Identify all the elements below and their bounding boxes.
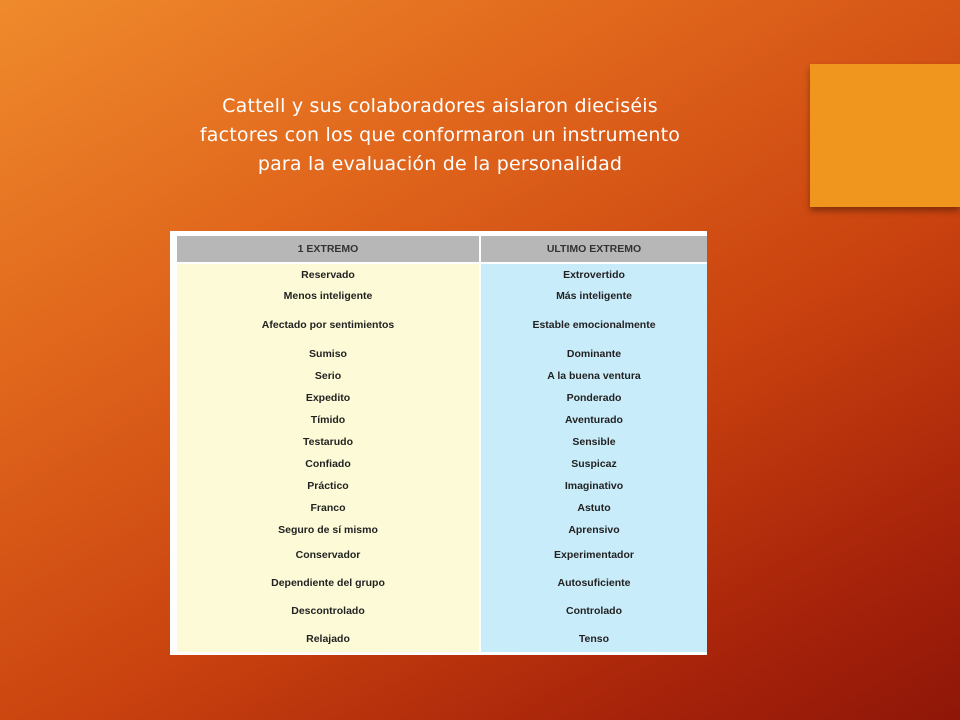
first-extreme-cell: Tímido bbox=[177, 409, 480, 431]
table-row bbox=[177, 431, 707, 453]
first-extreme-cell: Confiado bbox=[177, 453, 480, 475]
last-extreme-cell: Ponderado bbox=[480, 387, 707, 409]
first-extreme-cell: Dependiente del grupo bbox=[177, 569, 480, 597]
last-extreme-cell: Tenso bbox=[480, 625, 707, 652]
table-row bbox=[177, 387, 707, 409]
last-extreme-cell: Astuto bbox=[480, 497, 707, 519]
first-extreme-cell: Serio bbox=[177, 365, 480, 387]
first-extreme-cell: Práctico bbox=[177, 475, 480, 497]
table-row bbox=[177, 263, 707, 285]
last-extreme-cell: Experimentador bbox=[480, 541, 707, 569]
table-row bbox=[177, 343, 707, 365]
table-row bbox=[177, 307, 707, 343]
last-extreme-cell: Aventurado bbox=[480, 409, 707, 431]
table-row bbox=[177, 625, 707, 652]
first-extreme-cell: Sumiso bbox=[177, 343, 480, 365]
last-extreme-cell: Más inteligente bbox=[480, 285, 707, 307]
slide-title: Cattell y sus colaboradores aislaron dieciséis factores con los que conformaron un instrumento para la evaluación de la personalidad bbox=[199, 95, 681, 175]
factors-table bbox=[177, 236, 707, 652]
first-extreme-cell: Afectado por sentimientos bbox=[177, 307, 480, 343]
first-extreme-cell: Expedito bbox=[177, 387, 480, 409]
table-body bbox=[177, 263, 707, 652]
last-extreme-cell: Controlado bbox=[480, 597, 707, 625]
last-extreme-cell: Aprensivo bbox=[480, 519, 707, 541]
table-row bbox=[177, 475, 707, 497]
first-extreme-cell: Reservado bbox=[177, 263, 480, 285]
last-extreme-cell: Sensible bbox=[480, 431, 707, 453]
first-extreme-cell: Descontrolado bbox=[177, 597, 480, 625]
last-extreme-cell: Imaginativo bbox=[480, 475, 707, 497]
first-extreme-cell: Seguro de sí mismo bbox=[177, 519, 480, 541]
last-extreme-cell: Estable emocionalmente bbox=[480, 307, 707, 343]
table-row bbox=[177, 541, 707, 569]
table-row bbox=[177, 597, 707, 625]
table-row bbox=[177, 519, 707, 541]
first-extreme-cell: Conservador bbox=[177, 541, 480, 569]
table-row bbox=[177, 453, 707, 475]
table-row bbox=[177, 285, 707, 307]
last-extreme-cell: Extrovertido bbox=[480, 263, 707, 285]
last-extreme-cell: Autosuficiente bbox=[480, 569, 707, 597]
first-extreme-cell: Menos inteligente bbox=[177, 285, 480, 307]
header-first-extreme: 1 EXTREMO bbox=[177, 236, 480, 263]
header-last-extreme: ULTIMO EXTREMO bbox=[480, 236, 707, 263]
first-extreme-cell: Testarudo bbox=[177, 431, 480, 453]
table-row bbox=[177, 569, 707, 597]
last-extreme-cell: A la buena ventura bbox=[480, 365, 707, 387]
last-extreme-cell: Dominante bbox=[480, 343, 707, 365]
first-extreme-cell: Franco bbox=[177, 497, 480, 519]
table-header-row bbox=[177, 236, 707, 263]
accent-square bbox=[810, 64, 960, 207]
table-row bbox=[177, 365, 707, 387]
first-extreme-cell: Relajado bbox=[177, 625, 480, 652]
table-row bbox=[177, 409, 707, 431]
last-extreme-cell: Suspicaz bbox=[480, 453, 707, 475]
factors-table-image bbox=[170, 231, 707, 655]
table-row bbox=[177, 497, 707, 519]
